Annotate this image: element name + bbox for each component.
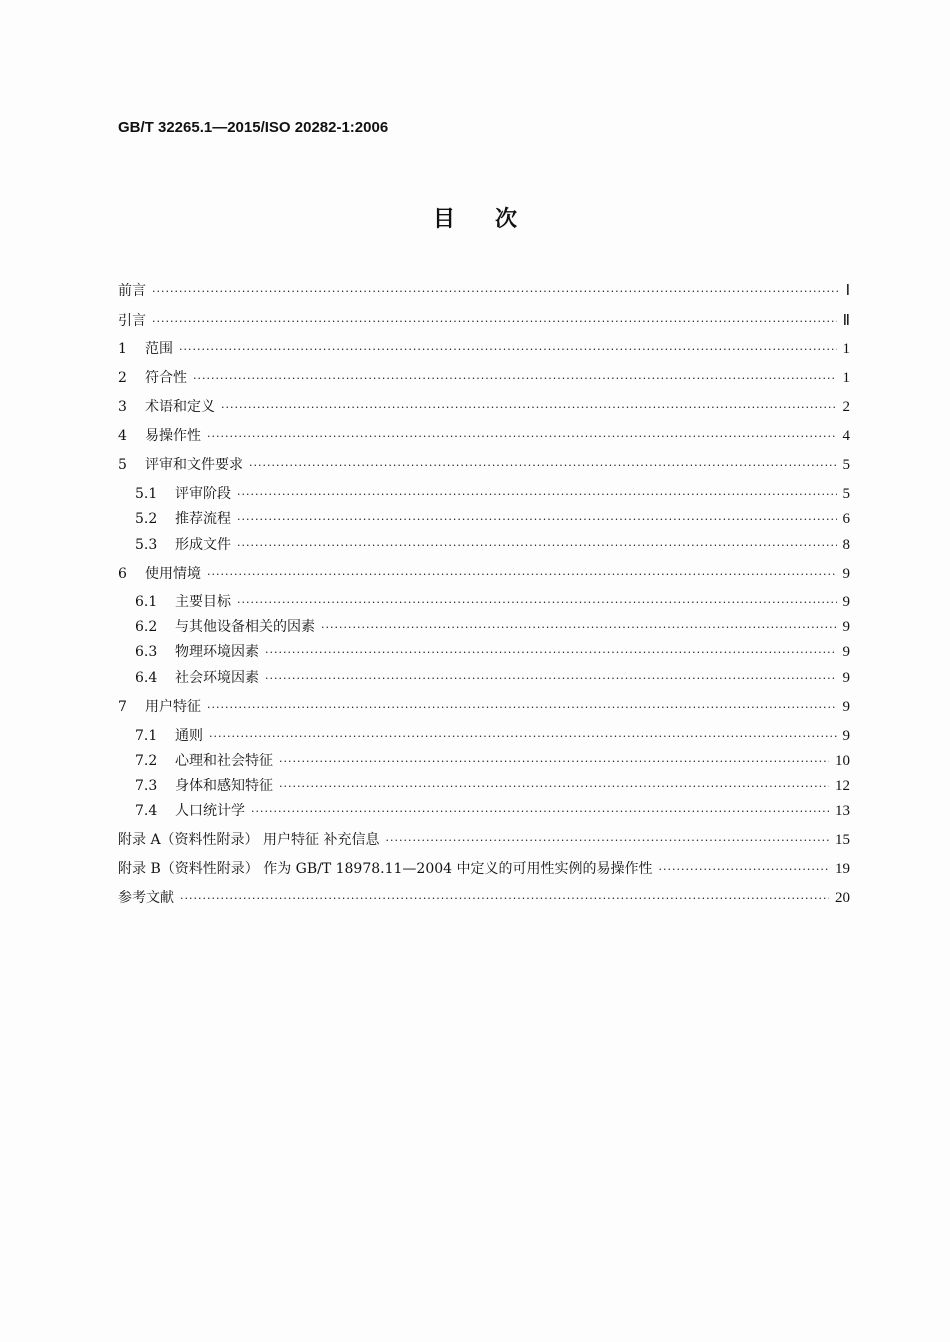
toc-entry-title: 范围 [145, 341, 173, 357]
dot-leader [207, 698, 837, 718]
toc-entry-title: 术语和定义 [145, 399, 215, 415]
dot-leader [237, 485, 837, 505]
toc-entry-page: 9 [842, 699, 850, 715]
toc-entry-title: 心理和社会特征 [175, 753, 273, 769]
toc-entry-page: 10 [835, 753, 850, 769]
toc-entry-page: 8 [842, 537, 850, 553]
toc-entry[interactable] [118, 339, 850, 359]
toc-entry-title: 物理环境因素 [175, 644, 259, 660]
dot-leader [249, 456, 837, 476]
toc-entry[interactable] [135, 776, 850, 796]
dot-leader [265, 643, 837, 663]
toc-entry-number: 7.3 [135, 778, 158, 794]
toc-entry-page: 9 [842, 594, 850, 610]
toc-entry-title: 符合性 [145, 370, 187, 386]
toc-entry-title: 主要目标 [175, 594, 231, 610]
toc-entry-page: 13 [835, 803, 850, 819]
toc-entry-number: 6.3 [135, 644, 158, 660]
toc-entry-title: 引言 [118, 313, 146, 329]
toc-entry[interactable] [118, 397, 850, 417]
toc-entry-title: 用户特征 [145, 699, 201, 715]
toc-entry-title: 通则 [175, 728, 203, 744]
toc-entry[interactable] [135, 751, 850, 771]
toc-entry-title: 身体和感知特征 [175, 778, 273, 794]
toc-entry-page: 6 [842, 511, 850, 527]
toc-entry-number: 5.2 [135, 511, 158, 527]
toc-entry-page: 9 [842, 728, 850, 744]
toc-entry-page: 1 [842, 370, 850, 386]
toc-entry[interactable] [118, 697, 850, 717]
toc-entry-page: Ⅱ [842, 313, 850, 329]
dot-leader [152, 282, 840, 302]
dot-leader [237, 536, 837, 556]
dot-leader [221, 398, 837, 418]
toc-entry-page: 9 [842, 619, 850, 635]
toc-entry-page: 9 [842, 566, 850, 582]
toc-entry-number: 3 [118, 399, 127, 415]
toc-entry-number: 5 [118, 457, 127, 473]
toc-entry-number: 4 [118, 428, 127, 444]
toc-entry-number: 6.1 [135, 594, 158, 610]
dot-leader [207, 427, 837, 447]
toc-entry-page: 5 [842, 486, 850, 502]
dot-leader [279, 777, 829, 797]
toc-entry-page: 2 [842, 399, 850, 415]
toc-entry[interactable] [118, 859, 850, 879]
toc-entry[interactable] [135, 509, 850, 529]
toc-entry-title: 易操作性 [145, 428, 201, 444]
dot-leader [193, 369, 837, 389]
dot-leader [207, 565, 837, 585]
toc-entry[interactable] [135, 726, 850, 746]
toc-entry[interactable] [118, 368, 850, 388]
toc-entry-page: 5 [842, 457, 850, 473]
dot-leader [321, 618, 837, 638]
dot-leader [209, 727, 837, 747]
toc-entry[interactable] [118, 888, 850, 908]
toc-entry-title: 形成文件 [175, 537, 231, 553]
toc-entry[interactable] [118, 311, 850, 331]
toc-entry-title: 推荐流程 [175, 511, 231, 527]
toc-entry-page: 9 [842, 644, 850, 660]
dot-leader [237, 593, 837, 613]
toc-entry-number: 1 [118, 341, 127, 357]
dot-leader [279, 752, 829, 772]
toc-entry-number: 2 [118, 370, 127, 386]
dot-leader [152, 312, 837, 332]
toc-entry-number: 7.1 [135, 728, 158, 744]
toc-entry-page: 19 [835, 861, 850, 877]
toc-entry-page: 20 [835, 890, 850, 906]
toc-entry[interactable] [118, 281, 850, 301]
standard-number: GB/T 32265.1—2015/ISO 20282-1:2006 [118, 119, 389, 136]
toc-entry-title: 与其他设备相关的因素 [175, 619, 315, 635]
toc-entry-title: 附录 A（资料性附录） 用户特征 补充信息 [118, 832, 380, 848]
toc-entry-page: 1 [842, 341, 850, 357]
dot-leader [180, 889, 829, 909]
page-title: 目次 [432, 207, 557, 232]
toc-entry-title: 评审和文件要求 [145, 457, 243, 473]
toc-entry-number: 6.4 [135, 670, 158, 686]
toc-entry-page: 15 [835, 832, 850, 848]
toc-entry-title: 社会环境因素 [175, 670, 259, 686]
toc-entry[interactable] [118, 830, 850, 850]
toc-entry[interactable] [135, 801, 850, 821]
toc-entry-number: 7 [118, 699, 127, 715]
toc-entry-page: 4 [842, 428, 850, 444]
toc-entry[interactable] [135, 642, 850, 662]
toc-entry-title: 评审阶段 [175, 486, 231, 502]
toc-entry[interactable] [118, 455, 850, 475]
dot-leader [179, 340, 837, 360]
toc-entry[interactable] [135, 668, 850, 688]
toc-entry-number: 5.3 [135, 537, 158, 553]
toc-entry[interactable] [135, 617, 850, 637]
dot-leader [265, 669, 837, 689]
toc-entry-number: 7.4 [135, 803, 158, 819]
toc-entry[interactable] [135, 592, 850, 612]
dot-leader [237, 510, 837, 530]
toc-entry-number: 5.1 [135, 486, 158, 502]
toc-entry-page: 12 [835, 778, 850, 794]
toc-entry-page: Ⅰ [845, 283, 850, 299]
dot-leader [251, 802, 829, 822]
toc-entry[interactable] [135, 484, 850, 504]
toc-entry-title: 参考文献 [118, 890, 174, 906]
dot-leader [385, 831, 829, 851]
toc-entry-title: 人口统计学 [175, 803, 245, 819]
toc-entry-title: 前言 [118, 283, 146, 299]
toc-entry-number: 6 [118, 566, 127, 582]
toc-entry[interactable] [118, 426, 850, 446]
toc-entry-number: 6.2 [135, 619, 158, 635]
toc-entry[interactable] [118, 564, 850, 584]
toc-entry[interactable] [135, 535, 850, 555]
toc-entry-number: 7.2 [135, 753, 158, 769]
dot-leader [659, 860, 830, 880]
toc-entry-title: 使用情境 [145, 566, 201, 582]
toc-entry-page: 9 [842, 670, 850, 686]
toc-entry-title: 附录 B（资料性附录） 作为 GB/T 18978.11—2004 中定义的可用性实例的易操作性 [118, 861, 653, 877]
